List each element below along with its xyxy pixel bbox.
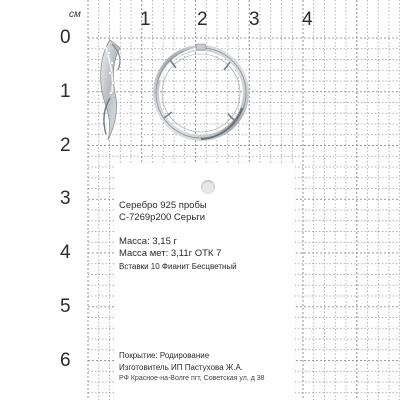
tag-metal: Серебро 925 пробы <box>119 200 207 211</box>
tag-inserts: Вставки 10 Фианит Бесцветный <box>119 262 237 271</box>
ruler-top-3: 3 <box>249 9 260 30</box>
earring-front-view <box>156 44 246 139</box>
ruler-left-2: 2 <box>60 135 71 156</box>
ruler-left-4: 4 <box>60 242 71 263</box>
ruler-top-1: 1 <box>140 9 151 30</box>
tag-metal-mass: Масса мет: 3,11г ОТК 7 <box>119 248 222 259</box>
unit-label: см <box>69 9 81 20</box>
tag-article: С-7269р200 Серьги <box>119 212 206 223</box>
ruler-top-4: 4 <box>302 9 313 30</box>
ruler-top-2: 2 <box>197 9 208 30</box>
ruler-left-3: 3 <box>60 188 71 209</box>
tag-coating: Покрытие: Родирование <box>119 351 210 360</box>
ruler-left-6: 6 <box>60 350 71 371</box>
earring-side-view <box>101 40 120 140</box>
tag-mass: Масса: 3,15 г <box>119 236 177 247</box>
ruler-left-0: 0 <box>60 27 71 48</box>
tag-address: РФ Красное-на-Волге пгт, Советская ул, д 38 <box>119 375 265 382</box>
tag-manufacturer: Изготовитель ИП Пастухова Ж.А. <box>119 363 244 372</box>
ruler-left-1: 1 <box>60 81 71 102</box>
ruler-left-5: 5 <box>60 296 71 317</box>
